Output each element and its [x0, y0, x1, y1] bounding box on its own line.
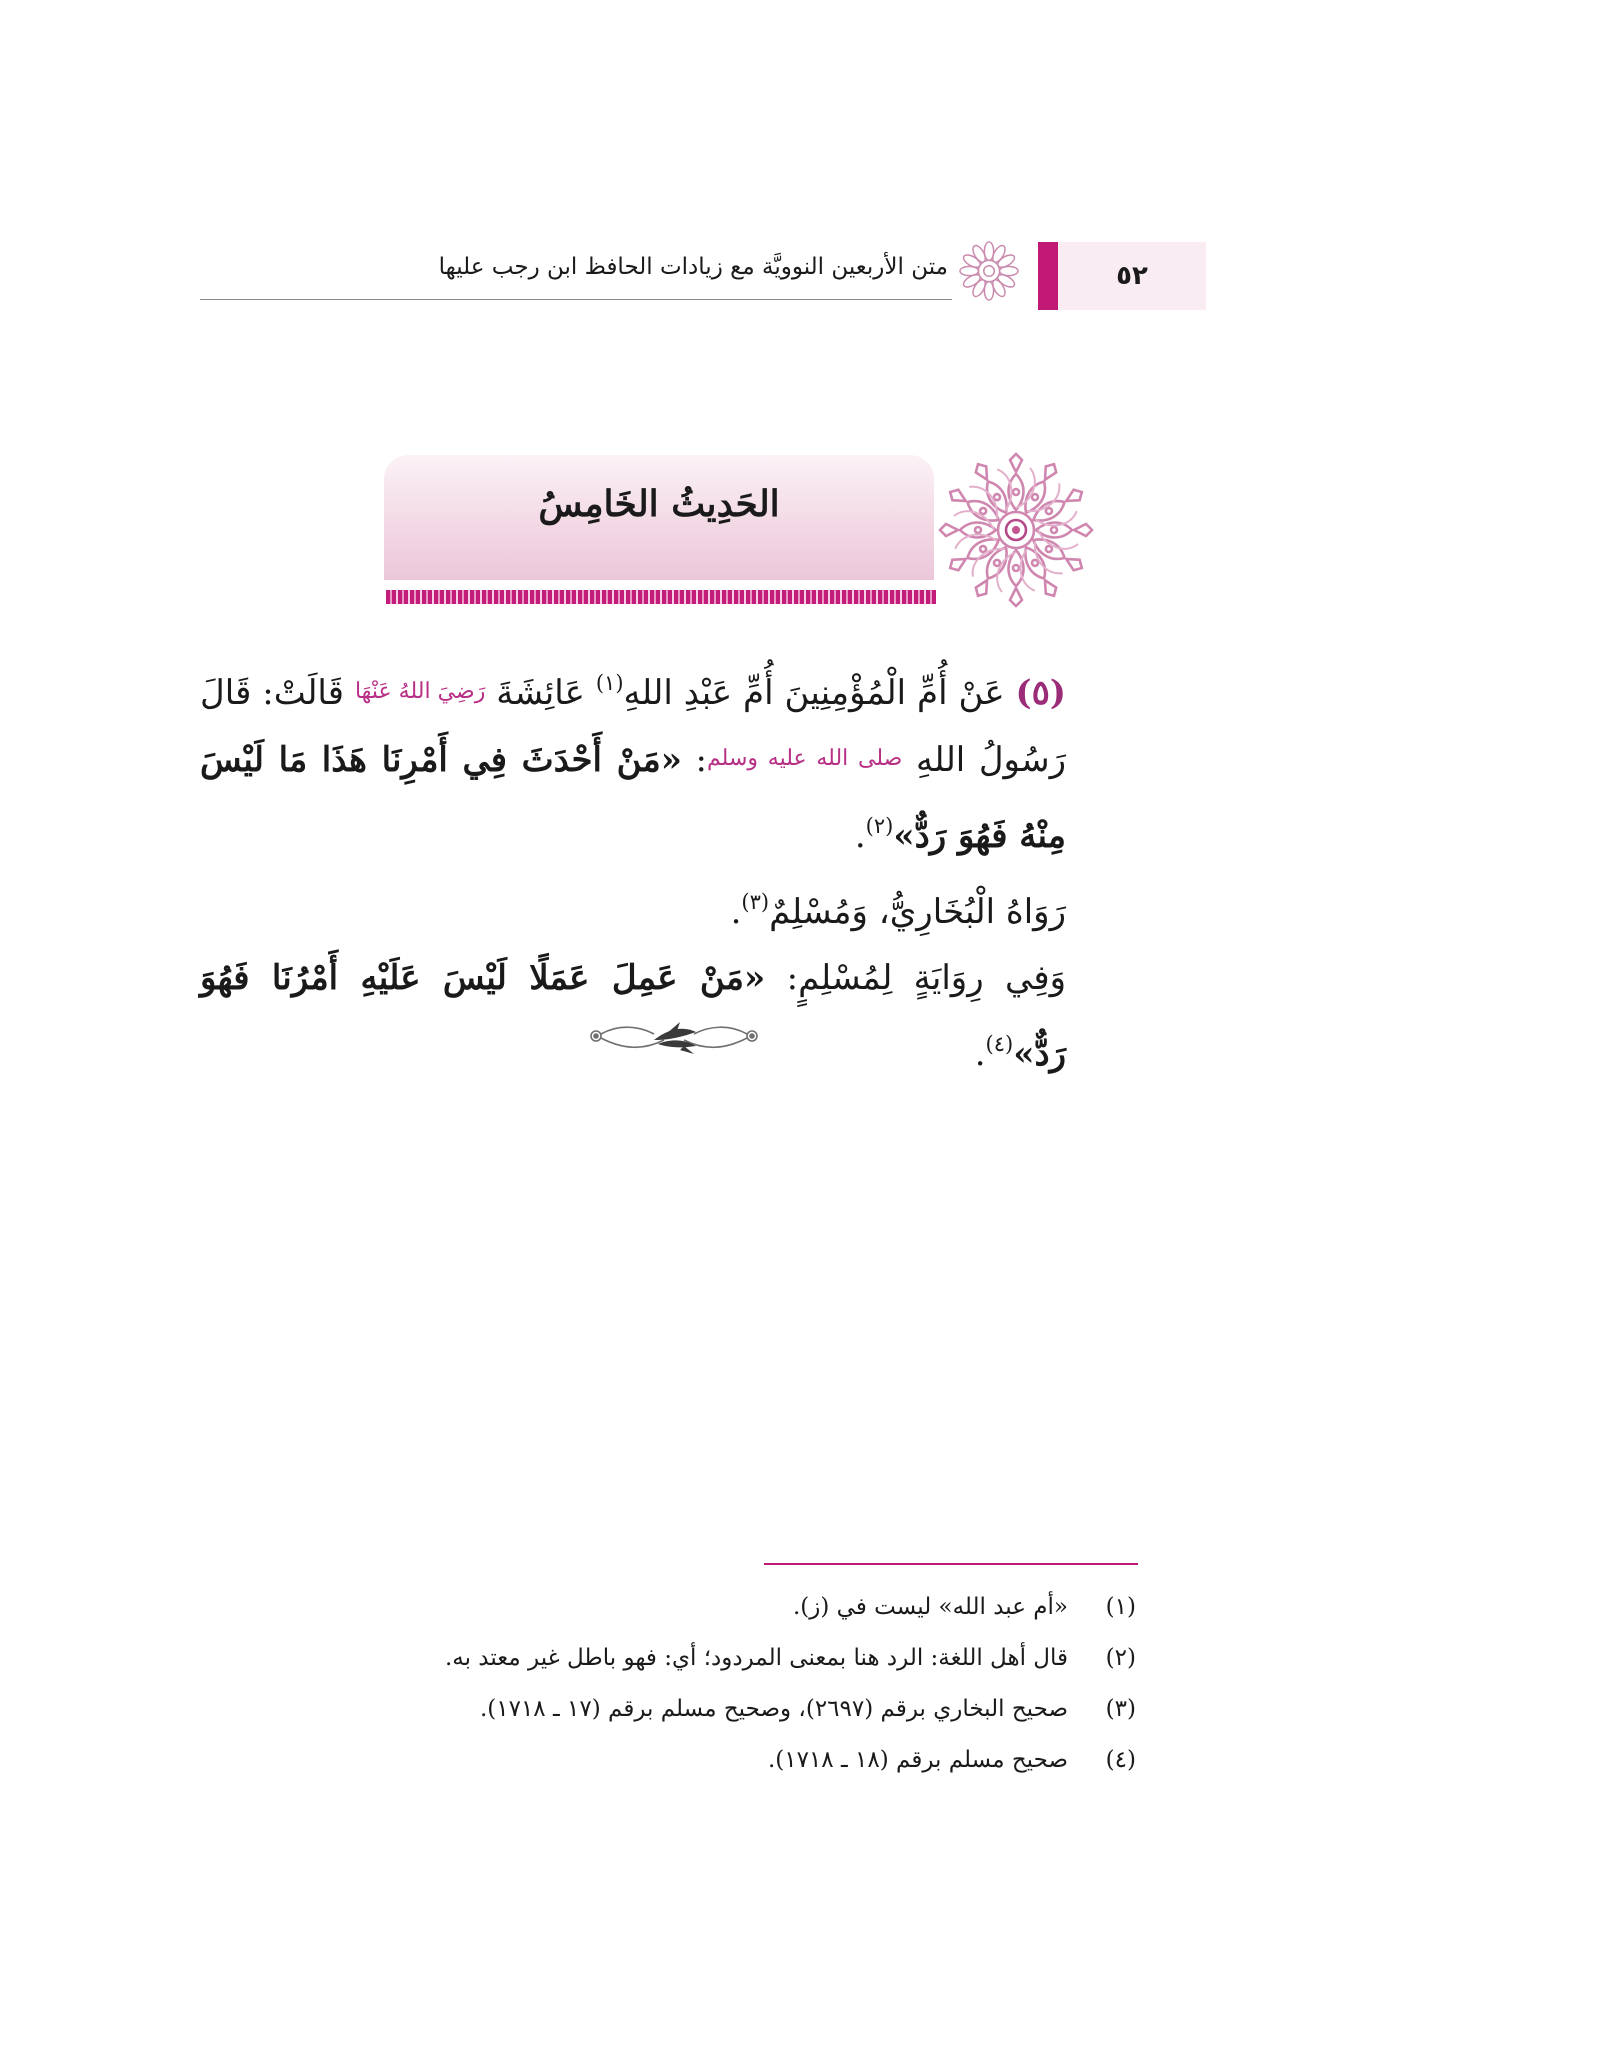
hadith-punctuation: .	[974, 1034, 986, 1074]
rosette-icon	[938, 452, 1094, 608]
banner-decorative-strip	[386, 590, 936, 604]
footnote-ref-4[interactable]: (٤)	[985, 1032, 1014, 1056]
section-title: الحَدِيثُ الخَامِسُ	[538, 483, 780, 525]
honorific-aisha: رَضِيَ اللهُ عَنْهَا	[354, 679, 486, 704]
footnote-ref-1[interactable]: (١)	[595, 671, 624, 695]
footnote-ref-2[interactable]: (٢)	[865, 814, 894, 838]
hadith-punctuation: .	[854, 816, 866, 856]
footnote-item	[200, 1582, 1136, 1633]
footnote-number: (١)	[1105, 1594, 1136, 1620]
hadith-quote: «مَنْ أَحْدَثَ فِي أَمْرِنَا هَذَا مَا لَيْسَ مِنْهُ فَهُوَ رَدٌّ»	[200, 740, 1066, 856]
section-banner	[384, 455, 934, 580]
hadith-number: (٥)	[1015, 673, 1066, 713]
hadith-narration	[200, 869, 1136, 945]
hadith-text: عَنْ أُمِّ الْمُؤْمِنِينَ أُمِّ عَبْدِ اللهِ	[623, 673, 1005, 713]
page-number: ٥٢	[1116, 261, 1148, 291]
hadith-text: :	[695, 740, 708, 780]
footnotes-list	[200, 1582, 1136, 1786]
footnote-text: «أم عبد الله» ليست في (ز).	[793, 1594, 1068, 1620]
floral-divider-icon	[584, 1010, 764, 1066]
footnote-separator	[764, 1563, 1138, 1565]
page-number-accent-bar	[1038, 242, 1058, 310]
running-header	[200, 242, 1206, 310]
footnote-item	[200, 1684, 1136, 1735]
hadith-text: عَائِشَةَ	[496, 673, 585, 713]
footnote-item	[200, 1633, 1136, 1684]
footnote-text: صحيح البخاري برقم (٢٦٩٧)، وصحيح مسلم برقم (١٧ ـ ١٧١٨).	[479, 1696, 1068, 1722]
footnote-text: قال أهل اللغة: الرد هنا بمعنى المردود؛ أي: فهو باطل غير معتد به.	[444, 1645, 1068, 1671]
honorific-prophet: صلى الله عليه وسلم	[707, 746, 903, 771]
footnote-number: (٤)	[1105, 1747, 1136, 1773]
footnote-ref-3[interactable]: (٣)	[741, 890, 770, 914]
hadith-quote: «مَنْ عَمِلَ عَمَلًا لَيْسَ عَلَيْهِ أَمْرُنَا فَهُوَ رَدٌّ»	[200, 958, 1066, 1074]
book-title: متن الأربعين النوويَّة مع زيادات الحافظ ابن رجب عليها	[438, 254, 948, 280]
hadith-punctuation: .	[730, 892, 742, 932]
variant-intro: وَفِي رِوَايَةٍ لِمُسْلِمٍ:	[786, 958, 1066, 998]
footnote-number: (٣)	[1105, 1696, 1136, 1722]
footnote-number: (٢)	[1105, 1645, 1136, 1671]
hadith-paragraph	[200, 650, 1136, 869]
footnote-text: صحيح مسلم برقم (١٨ ـ ١٧١٨).	[767, 1747, 1068, 1773]
footnote-item	[200, 1735, 1136, 1786]
narration-text: رَوَاهُ الْبُخَارِيُّ، وَمُسْلِمٌ	[769, 892, 1066, 932]
hadith-text: قَالَتْ: قَالَ رَسُولُ اللهِ	[200, 673, 1067, 780]
rosette-icon	[956, 238, 1022, 304]
header-rule	[200, 299, 952, 300]
